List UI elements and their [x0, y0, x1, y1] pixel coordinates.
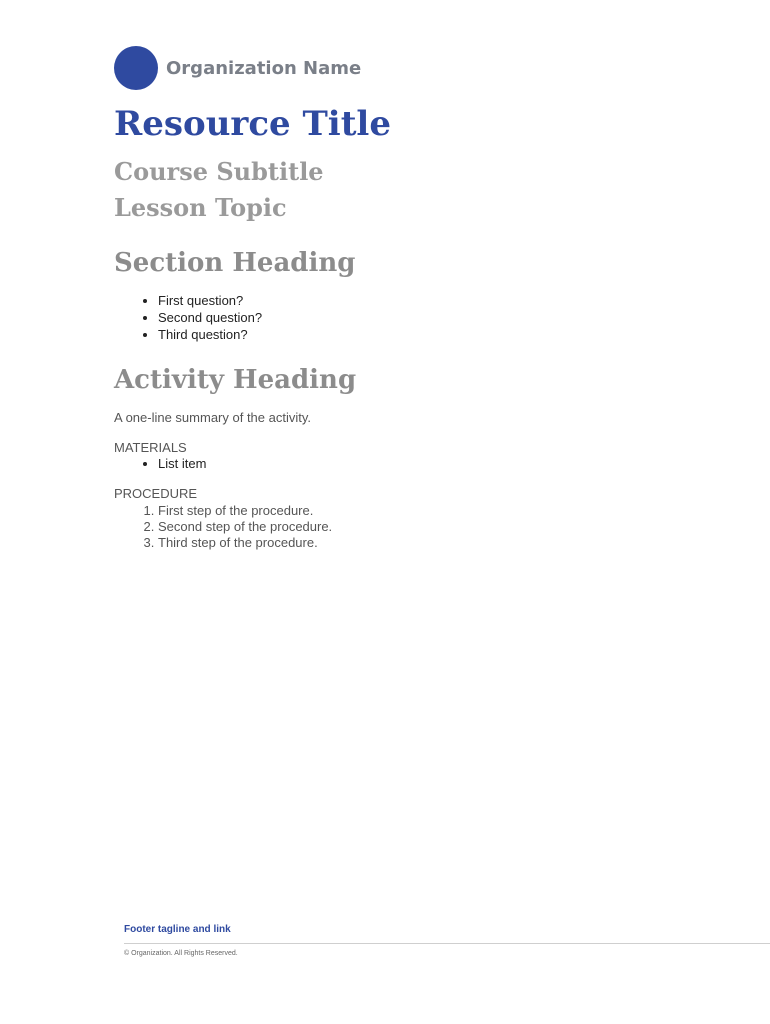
subtitle-2: Lesson Topic	[114, 193, 287, 222]
procedure-list	[114, 503, 654, 551]
list-item: • Second question?	[158, 309, 654, 326]
activity-heading: Activity Heading	[114, 365, 357, 395]
procedure-label: PROCEDURE	[114, 486, 198, 501]
document-page	[114, 46, 654, 551]
page-footer	[124, 924, 770, 957]
materials-label: MATERIALS	[114, 440, 187, 455]
discussion-list	[114, 292, 654, 343]
procedure-step: 2. Second step of the procedure.	[158, 519, 654, 535]
footer-tagline: Footer tagline and link	[124, 924, 231, 935]
list-item: • First question?	[158, 292, 654, 309]
copyright-notice: © Organization. All Rights Reserved.	[124, 950, 238, 957]
procedure-step: 3. Third step of the procedure.	[158, 535, 654, 551]
footer-divider	[124, 943, 770, 944]
list-item: • List item	[158, 455, 654, 472]
materials-list	[114, 455, 654, 472]
discussion-heading: Section Heading	[114, 248, 356, 278]
list-item: • Third question?	[158, 326, 654, 343]
logo	[114, 46, 654, 90]
brand-title: Resource Title	[114, 104, 391, 144]
logo-text: Organization Name	[166, 57, 362, 79]
procedure-step: 1. First step of the procedure.	[158, 503, 654, 519]
monitor-icon	[114, 46, 158, 90]
activity-intro: A one-line summary of the activity.	[114, 410, 312, 425]
subtitle-1: Course Subtitle	[114, 157, 324, 186]
